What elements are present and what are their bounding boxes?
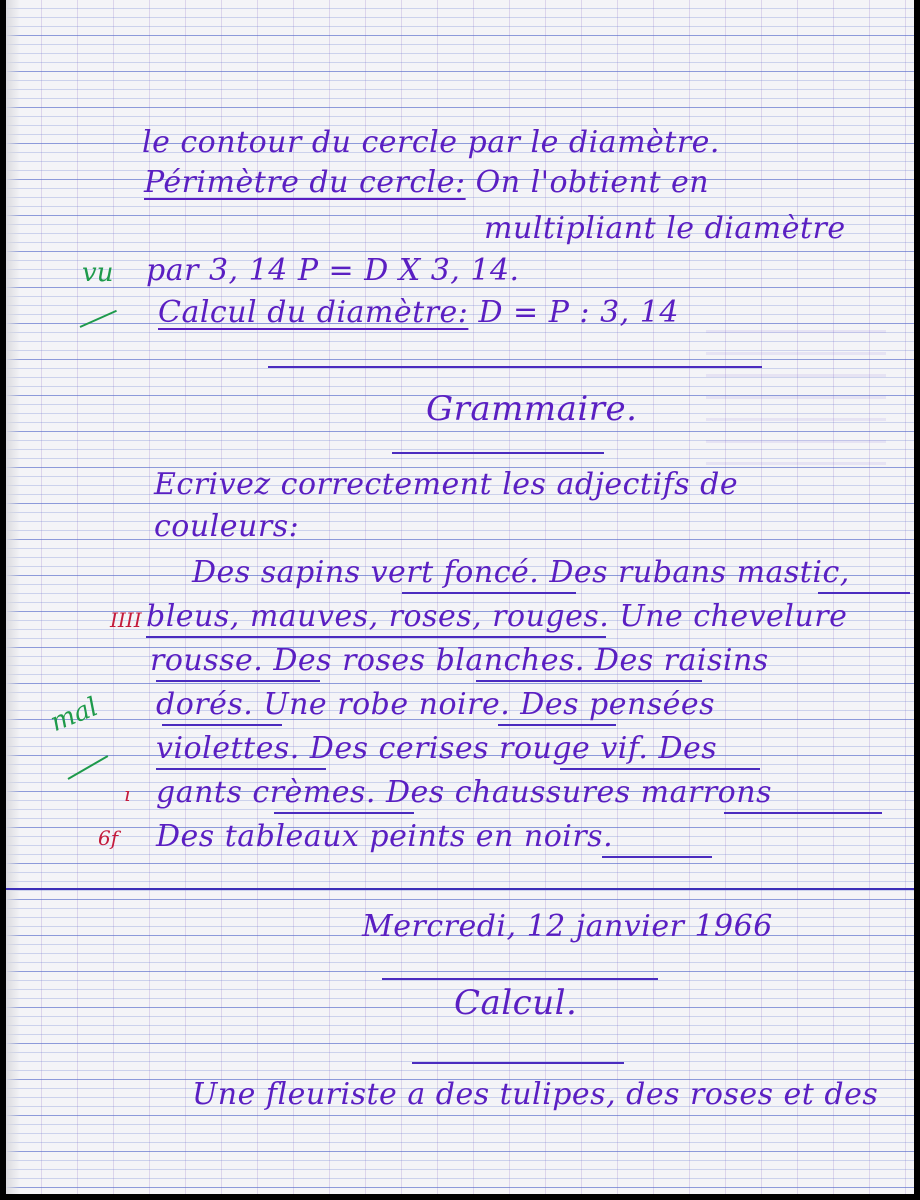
calcul-title: Calcul. <box>454 983 578 1023</box>
underline-adjective <box>146 636 606 638</box>
instruction-line-1: Ecrivez correctement les adjectifs de <box>154 467 739 502</box>
title-underline <box>392 452 604 454</box>
text-line-5 <box>158 295 679 330</box>
underline-adjective <box>818 592 910 594</box>
underline-adjective <box>498 724 616 726</box>
underline-adjective <box>156 768 326 770</box>
underline-adjective <box>162 724 282 726</box>
text-line-4: par 3, 14 P = D X 3, 14. <box>146 253 520 288</box>
date-heading: Mercredi, 12 janvier 1966 <box>362 909 773 944</box>
exercise-line-6: gants crèmes. Des chaussures marrons <box>156 775 772 810</box>
instruction-line-2: couleurs: <box>154 509 300 544</box>
underline-adjective <box>156 680 320 682</box>
teacher-mark-ticks: IIII <box>110 608 142 632</box>
teacher-mark-grade: 6f <box>98 826 119 850</box>
binding-edge <box>6 0 20 1194</box>
text-line-3: multipliant le diamètre <box>484 211 846 246</box>
green-check-mark <box>80 310 117 328</box>
separator-rule <box>268 366 762 368</box>
green-check-mark <box>68 755 109 780</box>
exercise-line-7: Des tableaux peints en noirs. <box>156 819 614 854</box>
notebook-page <box>6 0 914 1194</box>
underline-adjective <box>476 680 702 682</box>
calcul-underline <box>412 1062 624 1064</box>
teacher-mark-vu: vu <box>82 258 114 288</box>
exercise-line-3: rousse. Des roses blanches. Des raisins <box>150 643 769 678</box>
calcul-line-1: Une fleuriste a des tulipes, des roses et des <box>192 1077 879 1112</box>
red-tick: ı <box>124 782 131 806</box>
teacher-mark-mal: mal <box>46 692 103 738</box>
underline-adjective <box>602 856 712 858</box>
exercise-line-5: violettes. Des cerises rouge vif. Des <box>156 731 718 766</box>
text-line-1: le contour du cercle par le diamètre. <box>142 125 720 160</box>
diameter-formula: D = P : 3, 14 <box>468 295 679 330</box>
exercise-line-2: bleus, mauves, roses, rouges. Une chevelure <box>146 599 848 634</box>
date-underline <box>382 978 658 980</box>
bleed-through <box>706 330 886 470</box>
grammar-title: Grammaire. <box>426 389 638 429</box>
underline-adjective <box>402 592 576 594</box>
perimeter-heading: Périmètre du cercle: <box>144 165 466 200</box>
underline-adjective <box>724 812 882 814</box>
section-divider <box>6 888 914 890</box>
text-line-2 <box>144 165 710 200</box>
perimeter-text: On l'obtient en <box>465 165 710 200</box>
exercise-line-1: Des sapins vert foncé. Des rubans mastic, <box>192 555 850 590</box>
diameter-heading: Calcul du diamètre: <box>158 295 469 330</box>
underline-adjective <box>274 812 414 814</box>
exercise-line-4: dorés. Une robe noire. Des pensées <box>156 687 716 722</box>
underline-adjective <box>560 768 760 770</box>
